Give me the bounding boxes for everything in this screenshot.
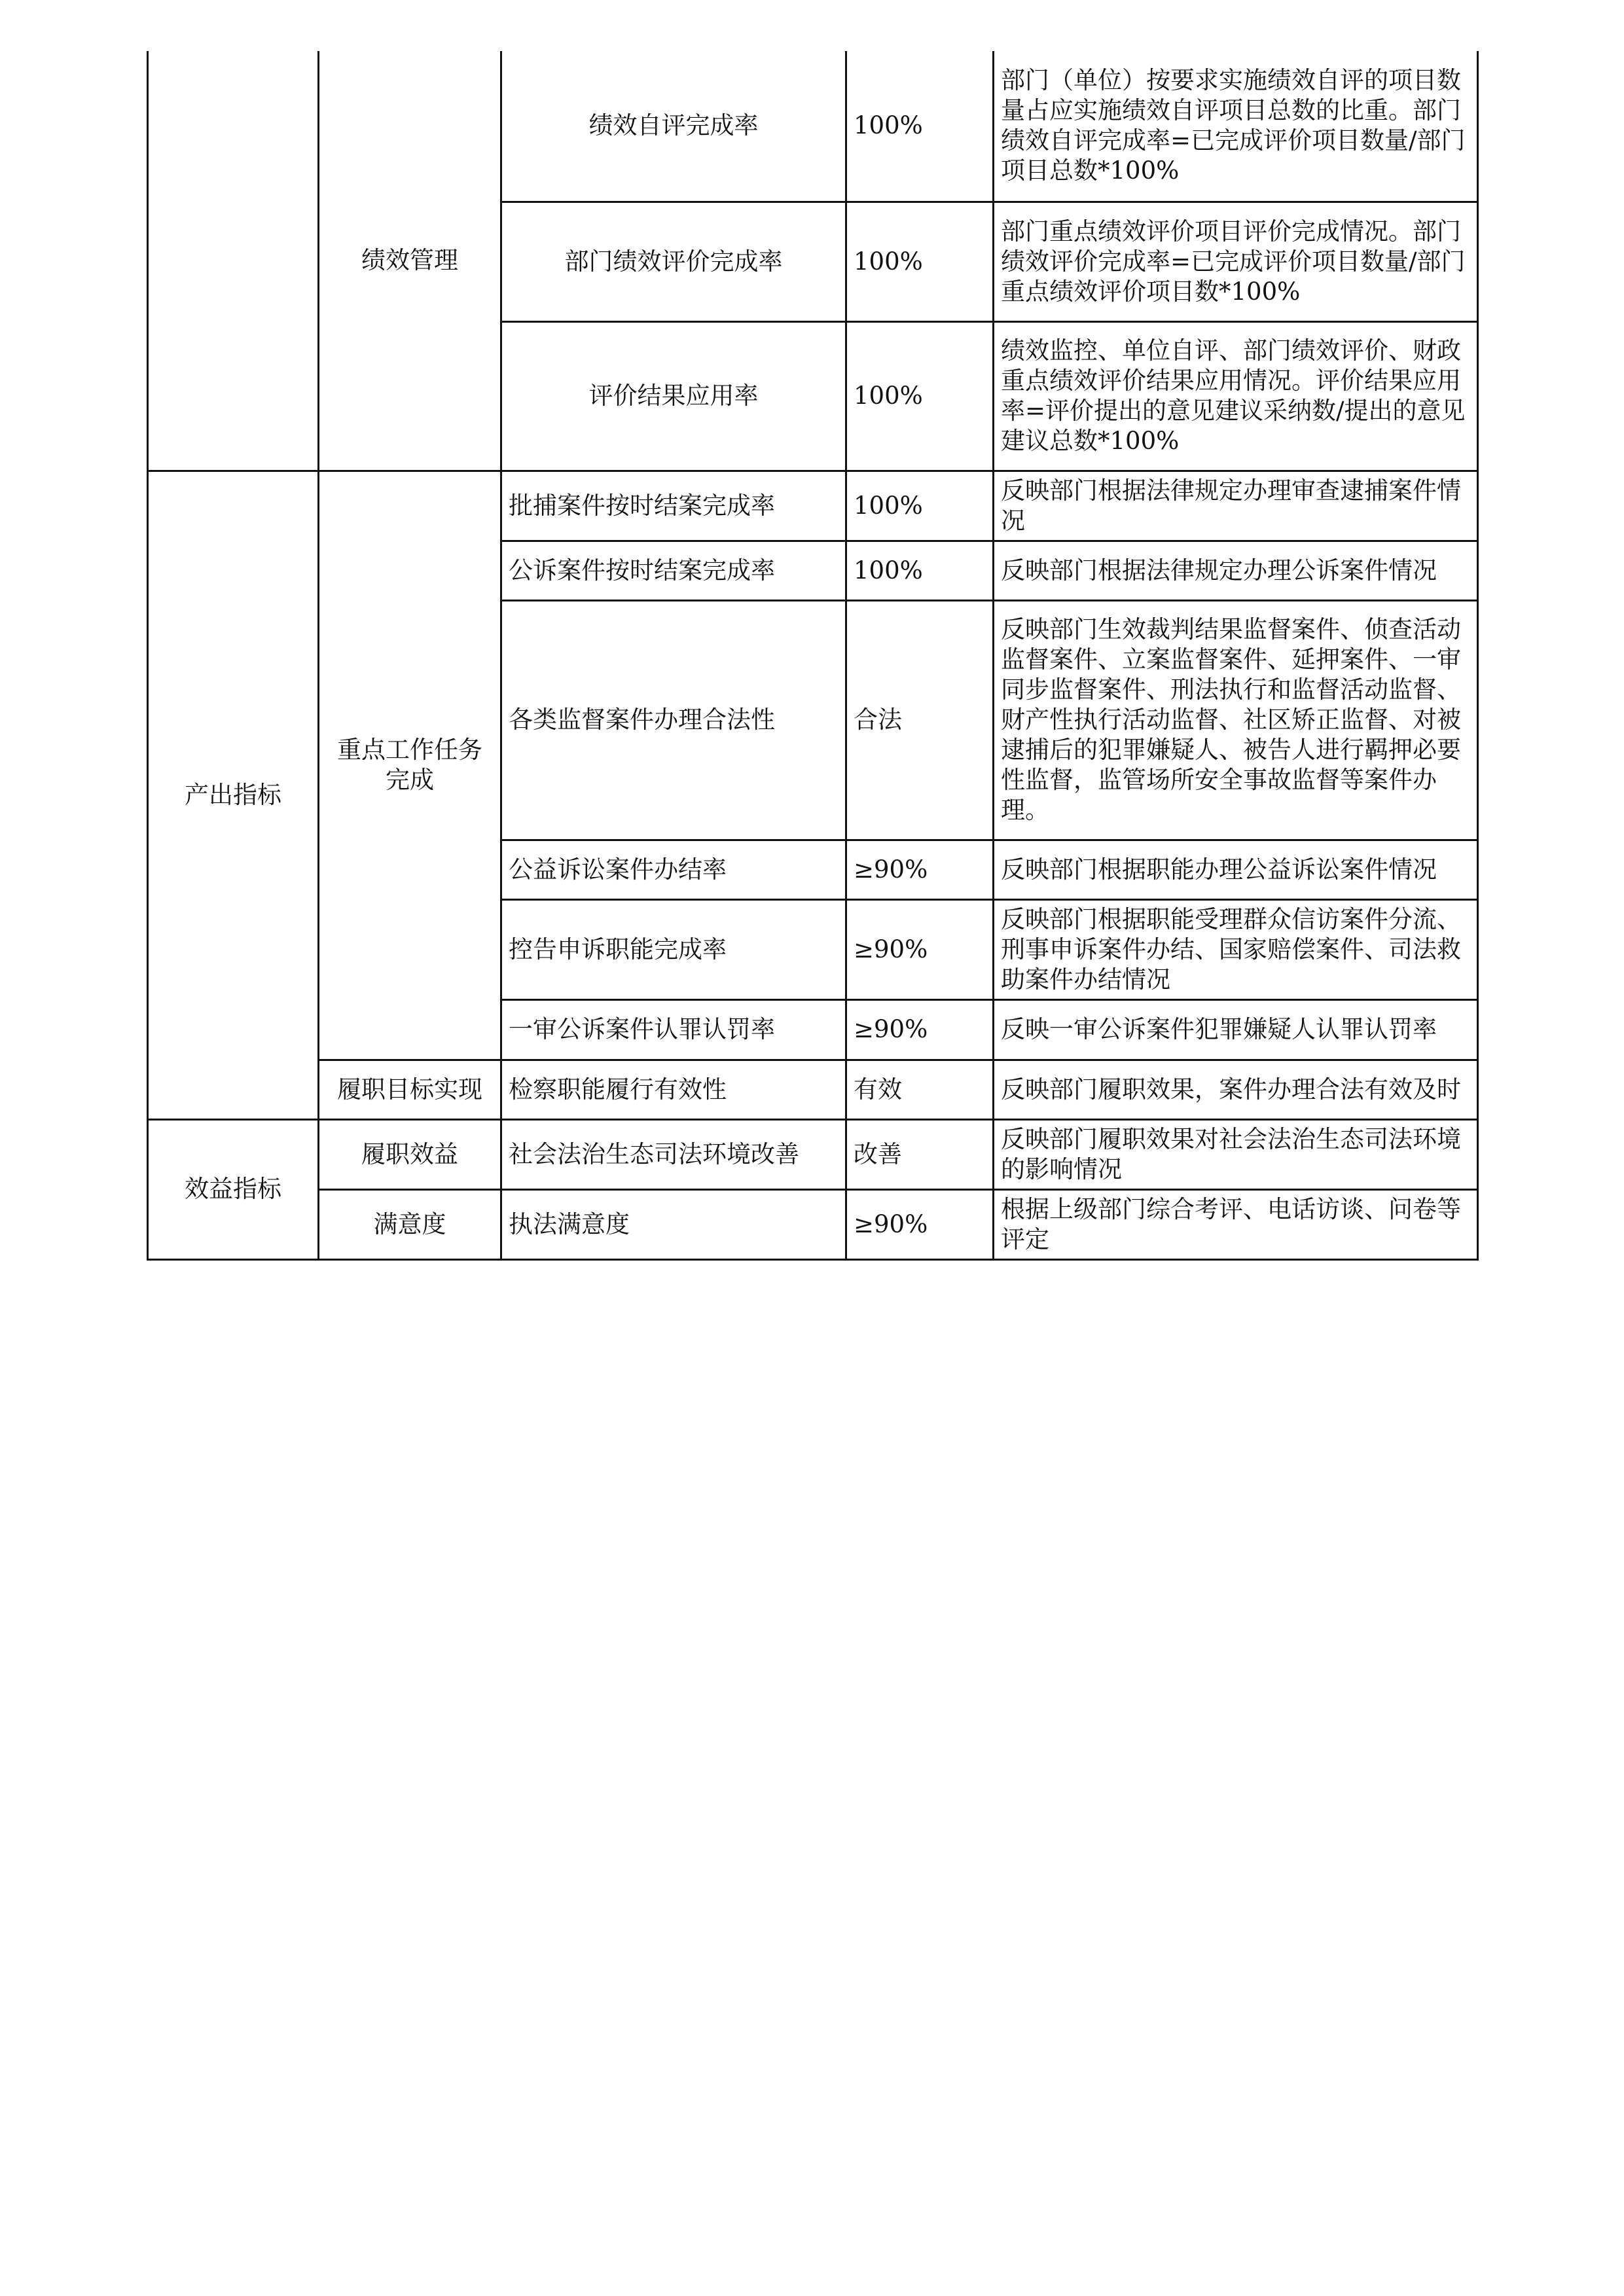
level1-cell: 效益指标: [148, 1119, 319, 1259]
description-cell: 反映部门履职效果，案件办理合法有效及时: [994, 1060, 1478, 1119]
description-cell: 反映一审公诉案件犯罪嫌疑人认罪认罚率: [994, 999, 1478, 1060]
description-cell: 部门重点绩效评价项目评价完成情况。部门绩效评价完成率=已完成评价项目数量/部门重点绩效评价项目数*100%: [994, 202, 1478, 321]
value-cell: ≥90%: [846, 840, 994, 899]
indicator-cell: 社会法治生态司法环境改善: [501, 1119, 846, 1189]
indicator-cell: 检察职能履行有效性: [501, 1060, 846, 1119]
value-cell: 100%: [846, 471, 994, 541]
level2-cell: 绩效管理: [319, 51, 501, 471]
indicator-cell: 控告申诉职能完成率: [501, 899, 846, 999]
level1-cell-empty: [148, 51, 319, 471]
description-cell: 根据上级部门综合考评、电话访谈、问卷等评定: [994, 1189, 1478, 1259]
indicator-cell: 公益诉讼案件办结率: [501, 840, 846, 899]
indicator-cell: 评价结果应用率: [501, 321, 846, 471]
value-cell: ≥90%: [846, 999, 994, 1060]
description-cell: 反映部门根据职能受理群众信访案件分流、刑事申诉案件办结、国家赔偿案件、司法救助案件办结情况: [994, 899, 1478, 999]
level2-cell: 履职目标实现: [319, 1060, 501, 1119]
indicator-cell: 批捕案件按时结案完成率: [501, 471, 846, 541]
indicator-cell: 公诉案件按时结案完成率: [501, 541, 846, 600]
indicator-cell: 各类监督案件办理合法性: [501, 600, 846, 840]
description-cell: 反映部门履职效果对社会法治生态司法环境的影响情况: [994, 1119, 1478, 1189]
description-cell: 反映部门根据法律规定办理公诉案件情况: [994, 541, 1478, 600]
table-row: [148, 1189, 1478, 1259]
value-cell: 100%: [846, 541, 994, 600]
table-row: [148, 1060, 1478, 1119]
description-cell: 反映部门根据职能办理公益诉讼案件情况: [994, 840, 1478, 899]
value-cell: 有效: [846, 1060, 994, 1119]
indicator-cell: 一审公诉案件认罪认罚率: [501, 999, 846, 1060]
description-cell: 绩效监控、单位自评、部门绩效评价、财政重点绩效评价结果应用情况。评价结果应用率=评价提出的意见建议采纳数/提出的意见建议总数*100%: [994, 321, 1478, 471]
table-row: [148, 51, 1478, 202]
level2-cell: 履职效益: [319, 1119, 501, 1189]
indicator-cell: 绩效自评完成率: [501, 51, 846, 202]
value-cell: 100%: [846, 321, 994, 471]
value-cell: 100%: [846, 51, 994, 202]
level1-cell: 产出指标: [148, 471, 319, 1119]
value-cell: ≥90%: [846, 899, 994, 999]
level2-cell: 重点工作任务完成: [319, 471, 501, 1060]
description-cell: 反映部门生效裁判结果监督案件、侦查活动监督案件、立案监督案件、延押案件、一审同步监督案件、刑法执行和监督活动监督、财产性执行活动监督、社区矫正监督、对被逮捕后的犯罪嫌疑人、被告人进行羁押必要性监督，监管场所安全事故监督等案件办理。: [994, 600, 1478, 840]
table-row: [148, 1119, 1478, 1189]
value-cell: 改善: [846, 1119, 994, 1189]
performance-indicator-table: [147, 51, 1479, 1261]
indicator-cell: 执法满意度: [501, 1189, 846, 1259]
table-row: [148, 471, 1478, 541]
value-cell: 100%: [846, 202, 994, 321]
value-cell: ≥90%: [846, 1189, 994, 1259]
level2-cell: 满意度: [319, 1189, 501, 1259]
description-cell: 反映部门根据法律规定办理审查逮捕案件情况: [994, 471, 1478, 541]
indicator-cell: 部门绩效评价完成率: [501, 202, 846, 321]
description-cell: 部门（单位）按要求实施绩效自评的项目数量占应实施绩效自评项目总数的比重。部门绩效自评完成率=已完成评价项目数量/部门项目总数*100%: [994, 51, 1478, 202]
value-cell: 合法: [846, 600, 994, 840]
